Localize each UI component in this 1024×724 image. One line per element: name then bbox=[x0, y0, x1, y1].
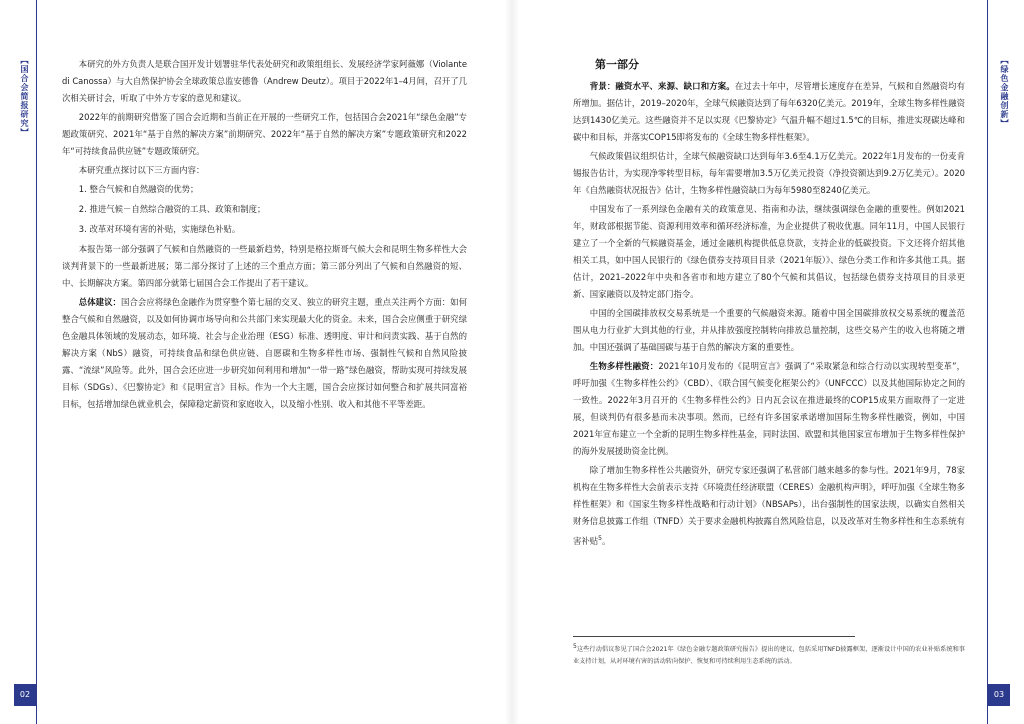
footnote bbox=[573, 641, 965, 668]
footnote-number: 5 bbox=[573, 643, 577, 650]
summary-paragraph bbox=[62, 294, 467, 413]
right-edge-rule bbox=[987, 0, 988, 724]
right-page-body bbox=[573, 56, 965, 552]
paragraph bbox=[573, 78, 965, 146]
list-item: 2. 推进气候－自然综合融资的工具、政策和制度； bbox=[78, 204, 266, 214]
paragraph: 中国发布了一系列绿色金融有关的政策意见、指南和办法，继续强调绿色金融的重要性。例如2021年，财政部根据节能、资源利用效率和循环经济标准，为企业提供了税收优惠。同年11月，中国人民银行建立了一个全新的气候融资基金，通过金融机构提供低息贷款，支持企业的低碳投资。下文还将介绍其他相关工具，如中国人民银行的《绿色债券支持项目目录（2021年版）》、绿色分类工作和许多其他工具。据估计，2021–2022年中央和各省市和地方建立了80个气候和其倡议，包括绿色债券支持项目的目录更新、国家融资以及特定部门指令。 bbox=[573, 204, 965, 299]
footnote-text: 这些行动倡议参见了国合会2021年《绿色金融专题政策研究报告》提出的建议，包括采用TNFD披露框架，逐渐设计中国的农业补贴系统和事业支持计划，从对环境有害的活动转向保护、恢复和可持续利用生态系统的活动。 bbox=[573, 646, 965, 666]
paragraph: 2022年的前期研究借鉴了国合会近期和当前正在开展的一些研究工作，包括国合会2021年“绿色金融”专题政策研究、2021年“基于自然的解决方案”前期研究、2022年“基于自然的解决方案”专题政策研究和2022年“可持续食品供应链”专题政策研究。 bbox=[62, 112, 467, 156]
left-section-tab: 【国合会简报研究】 bbox=[20, 56, 29, 137]
paragraph: 气候政策倡议组织估计，全球气候融资缺口达到每年3.6至4.1万亿美元。2022年1月发布的一份麦肯锡报告估计，为实现净零转型目标，每年需要增加3.5万亿美元投资（净投资额达到9.2万亿美元）。2020年《自然融资状况报告》估计，生物多样性融资缺口为每年5980至8240亿美元。 bbox=[573, 151, 965, 195]
paragraph-text: 在过去十年中，尽管增长速度存在差异，气候和自然融资均有所增加。据估计，2019–2020年，全球气候融资达到了每年6320亿美元。2019年，全球生物多样性融资达到1430亿美元。这些融资并不足以实现《巴黎协定》气温升幅不超过1.5℃的目标，推进实现碳达峰和碳中和目标，并落实COP15即将发布的《全球生物多样性框架》。 bbox=[573, 81, 966, 142]
paragraph: 本研究重点探讨以下三方面内容： bbox=[78, 165, 205, 175]
list-item: 3. 改革对环境有害的补贴，实施绿色补贴。 bbox=[78, 224, 241, 234]
footnote-marker[interactable]: 5 bbox=[598, 535, 602, 542]
section-title: 第一部分 bbox=[595, 58, 639, 71]
paragraph: 中国的全国碳排放权交易系统是一个重要的气候融资来源。随着中国全国碳排放权交易系统的覆盖范围从电力行业扩大到其他的行业，并从排放强度控制转向排放总量控制，这些交易产生的收入也将随之增加。中国还强调了基础国碳与基于自然的解决方案的重要性。 bbox=[573, 308, 965, 352]
paragraph-text: 2021年10月发布的《昆明宣言》强调了“采取紧急和综合行动以实现转型变革”，呼吁加强《生物多样性公约》（CBD）、《联合国气候变化框架公约》（UNFCCC）以及其他国际协定之间的一致性。2022年3月召开的《生物多样性公约》日内瓦会议在推进最终的COP15成果方面取得了一定进展，但谈判仍有很多悬而未决事项。然而，已经有许多国家承诺增加国际生物多样性融资，例如，中国2021年宣布建立一个全新的昆明生物多样性基金，同时法国、欧盟和其他国家宣布增加于生物多样性保护的海外发展援助资金比例。 bbox=[573, 361, 965, 456]
binding-gutter bbox=[505, 0, 519, 724]
left-edge-rule bbox=[36, 0, 37, 724]
summary-text: 国合会应将绿色金融作为贯穿整个第七届的交叉、独立的研究主题，重点关注两个方面：如何整合气候和自然融资，以及如何协调市场导向和公共部门来实现最大化的资金。未来，国合会应侧重于研究绿色金融具体领域的发展动态，如环境、社会与企业治理（ESG）标准、透明度、审计和问责实践、基于自然的解决方案（NbS）融资，可持续食品和绿色供应链、自愿碳和生物多样性市场、强制性气候和自然风险披露、“流绿”风险等。此外，国合会还应进一步研究如何利用和增加“一带一路”绿色融资，帮助实现可持续发展目标（SDGs）、《巴黎协定》和《昆明宣言》目标。作为一个大主题，国合会应探讨如何整合和扩展共同富裕目标，包括增加绿色就业机会，保障稳定薪资和家庭收入，以及缩小性别、收入和其他不平等差距。 bbox=[62, 297, 467, 409]
paragraph bbox=[573, 462, 965, 550]
summary-label: 总体建议： bbox=[78, 297, 121, 307]
paragraph: 本报告第一部分强调了气候和自然融资的一些最新趋势，特别是格拉斯哥气候大会和昆明生物多样性大会谈判背景下的一些最新进展；第二部分探讨了上述的三个重点方面；第三部分列出了气候和自然融资的短、中、长期解决方案。第四部分就第七届国合会工作提出了若干建议。 bbox=[62, 244, 467, 288]
paragraph: 本研究的外方负责人是联合国开发计划署驻华代表处研究和政策组组长、发展经济学家阿薇娜（Violante di Canossa）与大自然保护协会全球政策总监安德鲁（Andrew Deutz）。项目于2022年1–4月间，召开了几次相关研讨会，听取了中外方专家的意见和建议。 bbox=[62, 59, 467, 103]
right-section-tab: 【绿色金融创新】 bbox=[1000, 56, 1009, 128]
paragraph-end: 。 bbox=[601, 535, 611, 546]
footnote-divider bbox=[573, 636, 855, 637]
paragraph-label: 背景：融资水平、来源、缺口和方案。 bbox=[589, 81, 735, 91]
paragraph-label: 生物多样性融资： bbox=[589, 361, 659, 371]
list-item: 1. 整合气候和自然融资的优势； bbox=[78, 184, 199, 194]
paragraph-text: 除了增加生物多样性公共融资外，研究专家还强调了私营部门越来越多的参与性。2021年9月，78家机构在生物多样性大会前表示支持《环境责任经济联盟（CERES）金融机构声明》，呼吁加强《全球生物多样性框架》和《国家生物多样性战略和行动计划》（NBSAPs），出台强制性的国家法规，以确实自然相关财务信息披露工作组（TNFD）关于要求金融机构披露自然风险信息，以及改革对生物多样性和生态系统有害补贴 bbox=[573, 465, 965, 546]
paragraph bbox=[573, 358, 965, 460]
right-page-number: 03 bbox=[988, 684, 1010, 706]
left-page-body bbox=[62, 56, 467, 415]
left-page-number: 02 bbox=[14, 684, 36, 706]
